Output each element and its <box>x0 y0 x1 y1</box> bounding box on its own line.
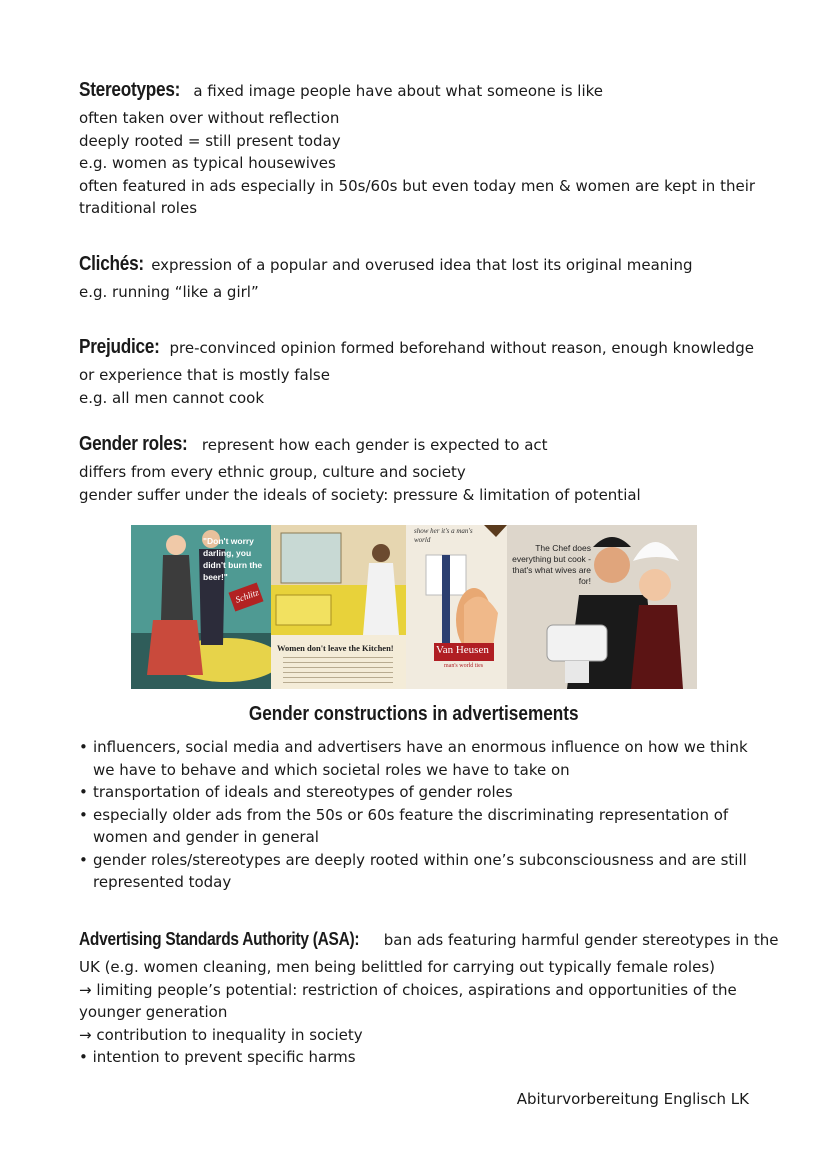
list-item: • influencers, social media and advertisers have an enormous influence on how we think we have to behave and which societal roles we have to take on <box>79 736 769 781</box>
section-cliches <box>79 249 769 304</box>
text-line: e.g. all men cannot cook <box>79 388 265 407</box>
ad-kitchen <box>271 525 406 689</box>
text-line: often taken over without reflection <box>79 109 340 127</box>
text-line: traditional roles <box>79 199 198 217</box>
text-line: • intention to prevent specific harms <box>79 1048 356 1066</box>
term-gender-roles: Gender roles: <box>79 433 188 455</box>
definition-cliches: expression of a popular and overused idea that lost its original meaning <box>151 256 693 274</box>
ad-kitchen-fine-print <box>283 657 393 683</box>
definition-gender-roles: represent how each gender is expected to act <box>201 436 548 454</box>
ad-van-heusen <box>406 525 507 689</box>
section-stereotypes <box>79 75 769 220</box>
text-line: e.g. women as typical housewives <box>79 154 336 172</box>
list-item: • especially older ads from the 50s or 60s feature the discriminating representation of women and gender in general <box>79 804 769 849</box>
page-footer: Abiturvorbereitung Englisch LK <box>516 1090 749 1108</box>
ad-the-chef-text: The Chef does everything but cook - that's what wives are for! <box>512 543 591 586</box>
list-item: • gender roles/stereotypes are deeply rooted within one’s subconsciousness and are still represented today <box>79 849 769 894</box>
text-line: deeply rooted = still present today <box>79 131 341 150</box>
section-gender-roles <box>79 429 769 506</box>
text-line: or experience that is mostly false <box>79 366 330 384</box>
term-asa: Advertising Standards Authority (ASA): <box>79 929 360 949</box>
text-line: → limiting people’s potential: restriction of choices, aspirations and opportunities of the <box>79 980 737 999</box>
definition-stereotypes: a fixed image people have about what someone is like <box>193 82 604 100</box>
text-line: UK (e.g. women cleaning, men being belittled for carrying out typically female roles) <box>79 958 715 976</box>
text-line: gender suffer under the ideals of society: pressure & limitation of potential <box>79 485 641 504</box>
vintage-ads-collage <box>131 525 697 689</box>
definition-asa: ban ads featuring harmful gender stereotypes in the <box>383 931 779 949</box>
definition-prejudice: pre-convinced opinion formed beforehand without reason, enough knowledge <box>169 339 754 357</box>
gender-constructions-list <box>79 736 769 894</box>
text-line: often featured in ads especially in 50s/60s but even today men & women are kept in their <box>79 176 756 195</box>
ad-schlitz-brand: Schlitz <box>234 587 260 605</box>
ad-schlitz-quote: "Don't worry darling, you didn't burn the beer!" <box>203 536 263 582</box>
ad-van-heusen-tagline: show her it's a man's world <box>414 527 473 544</box>
text-line: differs from every ethnic group, culture and society <box>79 463 466 481</box>
ad-the-chef <box>507 525 697 689</box>
section-asa <box>79 924 779 1069</box>
ad-kitchen-caption: Women don't leave the Kitchen! <box>277 643 394 653</box>
term-stereotypes: Stereotypes: <box>79 79 181 101</box>
text-line: e.g. running “like a girl” <box>79 283 259 301</box>
list-item: • transportation of ideals and stereotypes of gender roles <box>79 781 769 804</box>
term-prejudice: Prejudice: <box>79 336 160 358</box>
section-title-gender-constructions: Gender constructions in advertisements <box>249 703 579 725</box>
text-line: → contribution to inequality in society <box>79 1025 363 1044</box>
term-cliches: Clichés: <box>79 253 144 275</box>
section-prejudice <box>79 332 769 409</box>
ad-van-heusen-brand: Van Heusen <box>436 644 489 656</box>
text-line: younger generation <box>79 1003 228 1021</box>
ad-schlitz <box>131 525 271 689</box>
ad-van-heusen-sub: man's world ties <box>444 663 484 669</box>
